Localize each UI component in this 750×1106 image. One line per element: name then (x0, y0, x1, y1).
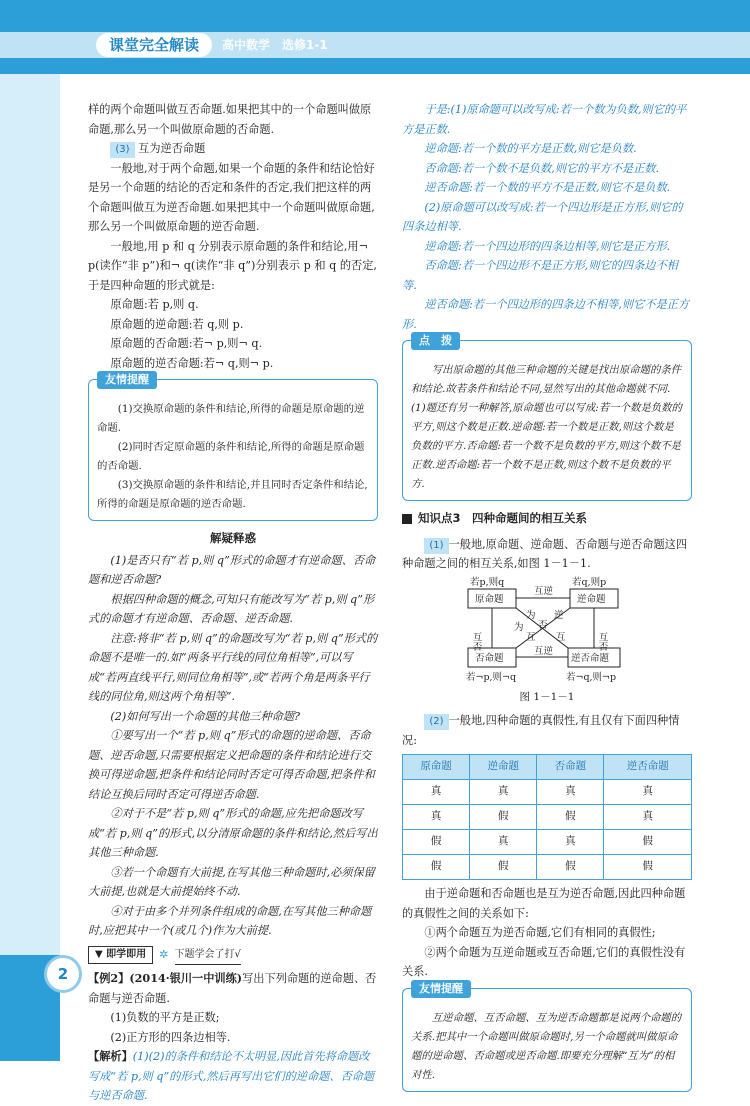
tip-text: (3)交换原命题的条件和结论,并且同时否定条件和结论,所得的命题是原命题的逆否命题. (97, 479, 368, 510)
table-cell: 假 (537, 855, 604, 880)
table-cell: 真 (470, 780, 537, 805)
diagram-bottom-label: 互逆 (534, 645, 554, 657)
solution-line: 否命题:若一个四边形不是正方形,则它的四条边不相等. (402, 259, 678, 292)
hint-text: 写出原命题的其他三种命题的关键是找出原命题的条件和结论.故若条件和结论不同,显然写出的其他命题就不同.(1)题还有另一种解答,原命题也可以写成:若一个数是负数的平方,则这个数是正数.逆命题:若一个数是正数,则这个数是负数的平方.否命题:若一个数不是负数的平方,则这个数不是正数.逆否命题:若一个数不是正数,则这个数不是负数的平方. (411, 364, 682, 490)
diagram-left-label: 互否 (470, 631, 482, 651)
solution-text: (1)(2)的条件和结论不太明显,因此首先将命题改写成“若 p,则 q”的形式,然后再写出它们的逆命题、否命题与逆否命题. (88, 1050, 375, 1102)
diagram-right-label: 互否 (596, 631, 608, 651)
table-row (403, 855, 692, 880)
example-label: 【例2】 (88, 971, 130, 985)
tip-text: (2)同时否定原命题的条件和结论,所得的命题是原命题的否命题. (97, 441, 365, 472)
series-title: 课堂完全解读 (96, 33, 212, 57)
tip-box (402, 981, 692, 1092)
table-cell: 假 (604, 855, 692, 880)
table-cell: 假 (403, 830, 470, 855)
table-cell: 真 (470, 830, 537, 855)
solution-line: 逆否命题:若一个数的平方不是正数,则它不是负数. (424, 181, 671, 194)
example-source: (2014·银川一中训练) (129, 971, 243, 985)
tip-text: (1)交换原命题的条件和结论,所得的命题是原命题的逆命题. (97, 403, 365, 434)
practice-label: ▼ 即学即用 (88, 946, 153, 964)
item-tag: (2) (424, 714, 448, 730)
paragraph: ①两个命题互为逆否命题,它们有相同的真假性; (424, 926, 656, 939)
truth-table (402, 754, 692, 880)
diagram-box-tl-text: 原命题 (475, 593, 504, 605)
table-row (403, 780, 692, 805)
table-cell: 假 (403, 855, 470, 880)
table-header-cell: 原命题 (403, 755, 470, 780)
paragraph: 样的两个命题叫做互否命题.如果把其中的一个命题叫做原命题,那么另一个叫做原命题的否命题. (88, 103, 372, 136)
diagram-box-br-text: 逆否命题 (571, 652, 610, 664)
example-item: (1)负数的平方是正数; (110, 1011, 220, 1024)
form-line: 原命题的逆命题:若 q,则 p. (110, 317, 244, 331)
form-line: 原命题的否命题:若¬ p,则¬ q. (110, 337, 263, 350)
table-cell: 假 (604, 830, 692, 855)
section-title: 解疑释惑 (210, 531, 256, 545)
subheading (88, 139, 378, 159)
example-text: 写出下列命题的逆命题、否命题与逆否命题. (88, 972, 377, 1005)
paragraph: 一般地,对于两个命题,如果一个命题的条件和结论恰好是另一个命题的结论的否定和条件的否定,我们把这样的两个命题叫做互为逆否命题.如果把其中一个命题叫做原命题,那么另一个叫做原命题的逆否命题. (88, 161, 375, 233)
diagram-x-label: 互 (556, 631, 566, 643)
left-column (88, 100, 378, 1106)
question: (2)如何写出一个命题的其他三种命题? (110, 709, 301, 723)
practice-bar (88, 945, 378, 966)
subject-title: 高中数学 选修1-1 (222, 38, 328, 52)
square-icon (402, 514, 412, 524)
diagram-box-tr-text: 逆命题 (577, 593, 606, 605)
paragraph-text: 一般地,四种命题的真假性,有且仅有下面四种情况: (402, 714, 680, 747)
diagram-x-label: 为 (526, 609, 536, 621)
table-cell: 真 (537, 780, 604, 805)
table-cell: 假 (470, 805, 537, 830)
page-number: 2 (44, 955, 82, 993)
table-cell: 真 (604, 780, 692, 805)
solution-line: 逆命题:若一个数的平方是正数,则它是负数. (424, 142, 637, 155)
table-header-cell: 逆否命题 (604, 755, 692, 780)
question: (1)是否只有“若 p,则 q”形式的命题才有逆命题、否命题和逆否命题? (88, 553, 376, 586)
diagram-x-label: 逆 (554, 609, 564, 621)
solution-line: 于是:(1)原命题可以改写成:若一个数为负数,则它的平方是正数. (402, 103, 687, 136)
table-header-cell: 逆命题 (470, 755, 537, 780)
paragraph: ②两个命题为互逆命题或互否命题,它们的真假性没有关系. (402, 945, 686, 978)
table-cell: 真 (604, 805, 692, 830)
table-cell: 真 (537, 830, 604, 855)
tip-label: 友情提醒 (411, 980, 471, 998)
paragraph: 由于逆命题和否命题也是互为逆否命题,因此四种命题的真假性之间的关系如下: (402, 887, 686, 920)
knowledge-point-title (402, 509, 692, 529)
solution-line: 逆否命题:若一个四边形的四条边不相等,则它不是正方形. (402, 298, 690, 331)
paragraph-text: 一般地,原命题、逆命题、否命题与逆否命题这四种命题之间的相互关系,如图 1－1－1. (402, 537, 688, 570)
diagram-label-bl: 若¬p,则¬q (466, 671, 517, 683)
subheading-text: 互为逆否命题 (138, 142, 206, 155)
item-tag: (3) (110, 142, 134, 158)
answer: ①要写出一个“若 p,则 q”形式的命题的逆命题、否命题、逆否命题,只需要根据定义把命题的条件和结论进行交换可得逆命题,把条件和结论同时否定可得否命题,把条件和结论互换后同时否定可得逆否命题. (88, 729, 375, 801)
four-propositions-diagram (402, 574, 692, 686)
right-column (402, 100, 692, 1100)
example-item: (2)正方形的四条边相等. (110, 1030, 231, 1044)
diagram-x-label: 否 (538, 619, 548, 631)
paragraph (402, 711, 692, 750)
paragraph: 一般地,用 p 和 q 分别表示原命题的条件和结论,用¬ p(读作“非 p”)和¬ q(读作“非 q”)分别表示 p 和 q 的否定,于是四种命题的形式就是: (88, 239, 377, 292)
diagram-x-label: 为 (514, 621, 524, 633)
table-header-row (403, 755, 692, 780)
solution-line: (2)原命题可以改写成:若一个四边形是正方形,则它的四条边相等. (402, 200, 683, 233)
sparkle-icon: ✲ (159, 948, 169, 961)
practice-hint: 下题学会了打√ (175, 945, 241, 966)
answer: 注意:将非“若 p,则 q”的命题改写为“若 p,则 q”形式的命题不是唯一的.如“两条平行线的同位角相等”,可以写成“若两直线平行,则同位角相等”,或“若两个角是两条平行线的同位角,则这两个角相等”. (88, 631, 378, 703)
example (88, 969, 378, 1008)
answer: ④对于由多个并列条件组成的命题,在写其他三种命题时,应把其中一个(或几个)作为大前提. (88, 904, 372, 937)
table-row (403, 830, 692, 855)
tip-label: 友情提醒 (97, 371, 157, 389)
item-tag: (1) (424, 538, 448, 554)
solution (88, 1047, 378, 1106)
solution-line: 逆命题:若一个四边形的四条边相等,则它是正方形. (424, 239, 671, 253)
hint-box (402, 334, 692, 501)
paragraph (402, 535, 692, 574)
diagram-top-label: 互逆 (534, 585, 554, 597)
table-cell: 假 (537, 805, 604, 830)
answer: ②对于不是“若 p,则 q”形式的命题,应先把命题改写成“若 p,则 q”的形式,以分清原命题的条件和结论,然后写出其他三种命题. (88, 807, 378, 859)
diagram-label-tl: 若p,则q (470, 576, 505, 588)
table-header-cell: 否命题 (537, 755, 604, 780)
table-cell: 真 (403, 805, 470, 830)
answer: 根据四种命题的概念,可知只有能改写为“若 p,则 q”形式的命题才有逆命题、否命题、逆否命题. (88, 592, 375, 625)
form-line: 原命题的逆否命题:若¬ q,则¬ p. (110, 356, 274, 370)
table-cell: 假 (470, 855, 537, 880)
tip-box (88, 373, 378, 521)
solution-label: 【解析】 (88, 1049, 133, 1063)
table-body (403, 780, 692, 880)
diagram-label-br: 若¬q,则¬p (566, 671, 617, 683)
table-row (403, 805, 692, 830)
figure-caption: 图 1－1－1 (519, 690, 575, 703)
form-line: 原命题:若 p,则 q. (110, 298, 199, 311)
diagram-box-bl-text: 否命题 (475, 652, 504, 664)
tip-text: 互逆命题、互否命题、互为逆否命题都是说两个命题的关系.把其中一个命题叫做原命题时,另一个命题就叫做原命题的逆命题、否命题或逆否命题.即要充分理解“互为”的相对性. (411, 1011, 682, 1081)
left-margin-strip (0, 74, 60, 1061)
knowledge-point-text: 知识点3 四种命题间的相互关系 (418, 511, 587, 525)
hint-label: 点 拨 (411, 332, 460, 350)
diagram-x-label: 互 (526, 631, 536, 643)
solution-line: 否命题:若一个数不是负数,则它的平方不是正数. (424, 161, 660, 175)
table-cell: 真 (403, 780, 470, 805)
diagram-label-tr: 若q,则p (572, 576, 607, 588)
answer: ③若一个命题有大前提,在写其他三种命题时,必须保留大前提,也就是大前提始终不动. (88, 865, 375, 898)
